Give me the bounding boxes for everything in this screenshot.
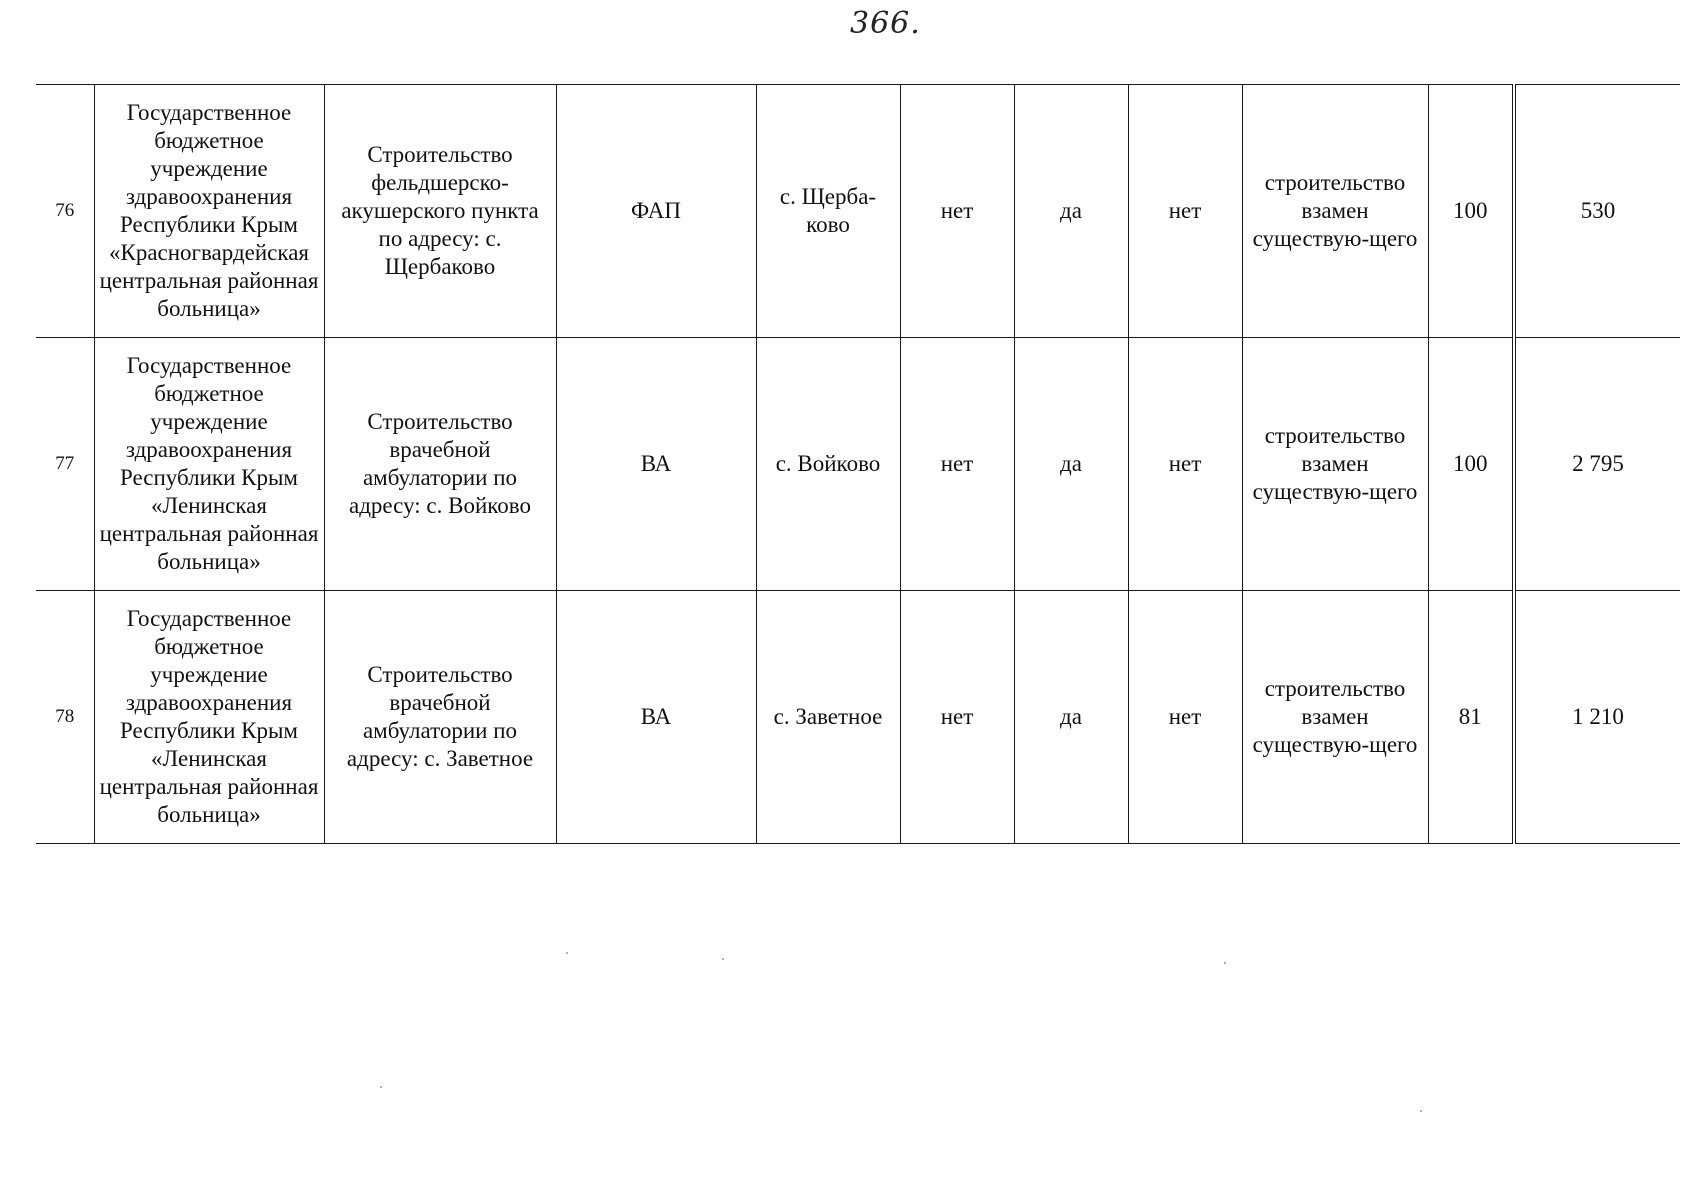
flag-cell: нет: [900, 85, 1014, 338]
facility-type-cell: ВА: [556, 591, 756, 844]
table-row: [36, 591, 1680, 844]
percent-cell: 100: [1428, 338, 1514, 591]
flag-cell: да: [1014, 85, 1128, 338]
percent-cell: 81: [1428, 591, 1514, 844]
flag-cell: нет: [900, 591, 1014, 844]
construction-note-cell: строительство взамен существую-щего: [1242, 85, 1428, 338]
flag-cell: нет: [1128, 338, 1242, 591]
row-number: 76: [36, 85, 94, 338]
project-cell: Строительство фельдшерско-акушерского пункта по адресу: с. Щербаково: [324, 85, 556, 338]
facility-type-cell: ФАП: [556, 85, 756, 338]
row-number: 78: [36, 591, 94, 844]
flag-cell: да: [1014, 338, 1128, 591]
scan-speck: [1224, 962, 1226, 964]
flag-cell: нет: [1128, 85, 1242, 338]
organization-cell: Государственное бюджетное учреждение здравоохранения Республики Крым «Красногвардейская центральная районная больница»: [94, 85, 324, 338]
scan-speck: [380, 1086, 382, 1088]
scan-speck: [1420, 1110, 1422, 1112]
project-cell: Строительство врачебной амбулатории по адресу: с. Заветное: [324, 591, 556, 844]
flag-cell: нет: [1128, 591, 1242, 844]
settlement-cell: с. Заветное: [756, 591, 900, 844]
project-cell: Строительство врачебной амбулатории по адресу: с. Войково: [324, 338, 556, 591]
total-cell: 2 795: [1514, 338, 1680, 591]
organization-cell: Государственное бюджетное учреждение здравоохранения Республики Крым «Ленинская центральная районная больница»: [94, 591, 324, 844]
total-cell: 530: [1514, 85, 1680, 338]
scan-speck: [722, 958, 724, 960]
construction-note-cell: строительство взамен существую-щего: [1242, 338, 1428, 591]
organization-cell: Государственное бюджетное учреждение здравоохранения Республики Крым «Ленинская центральная районная больница»: [94, 338, 324, 591]
settlement-cell: с. Войково: [756, 338, 900, 591]
scan-speck: [566, 952, 568, 954]
row-number: 77: [36, 338, 94, 591]
flag-cell: да: [1014, 591, 1128, 844]
total-cell: 1 210: [1514, 591, 1680, 844]
percent-cell: 100: [1428, 85, 1514, 338]
facilities-table: [36, 84, 1680, 844]
settlement-cell: с. Щерба-ково: [756, 85, 900, 338]
flag-cell: нет: [900, 338, 1014, 591]
handwritten-page-number: 366.: [850, 6, 921, 41]
construction-note-cell: строительство взамен существую-щего: [1242, 591, 1428, 844]
facility-type-cell: ВА: [556, 338, 756, 591]
table-row: [36, 338, 1680, 591]
table-row: [36, 85, 1680, 338]
